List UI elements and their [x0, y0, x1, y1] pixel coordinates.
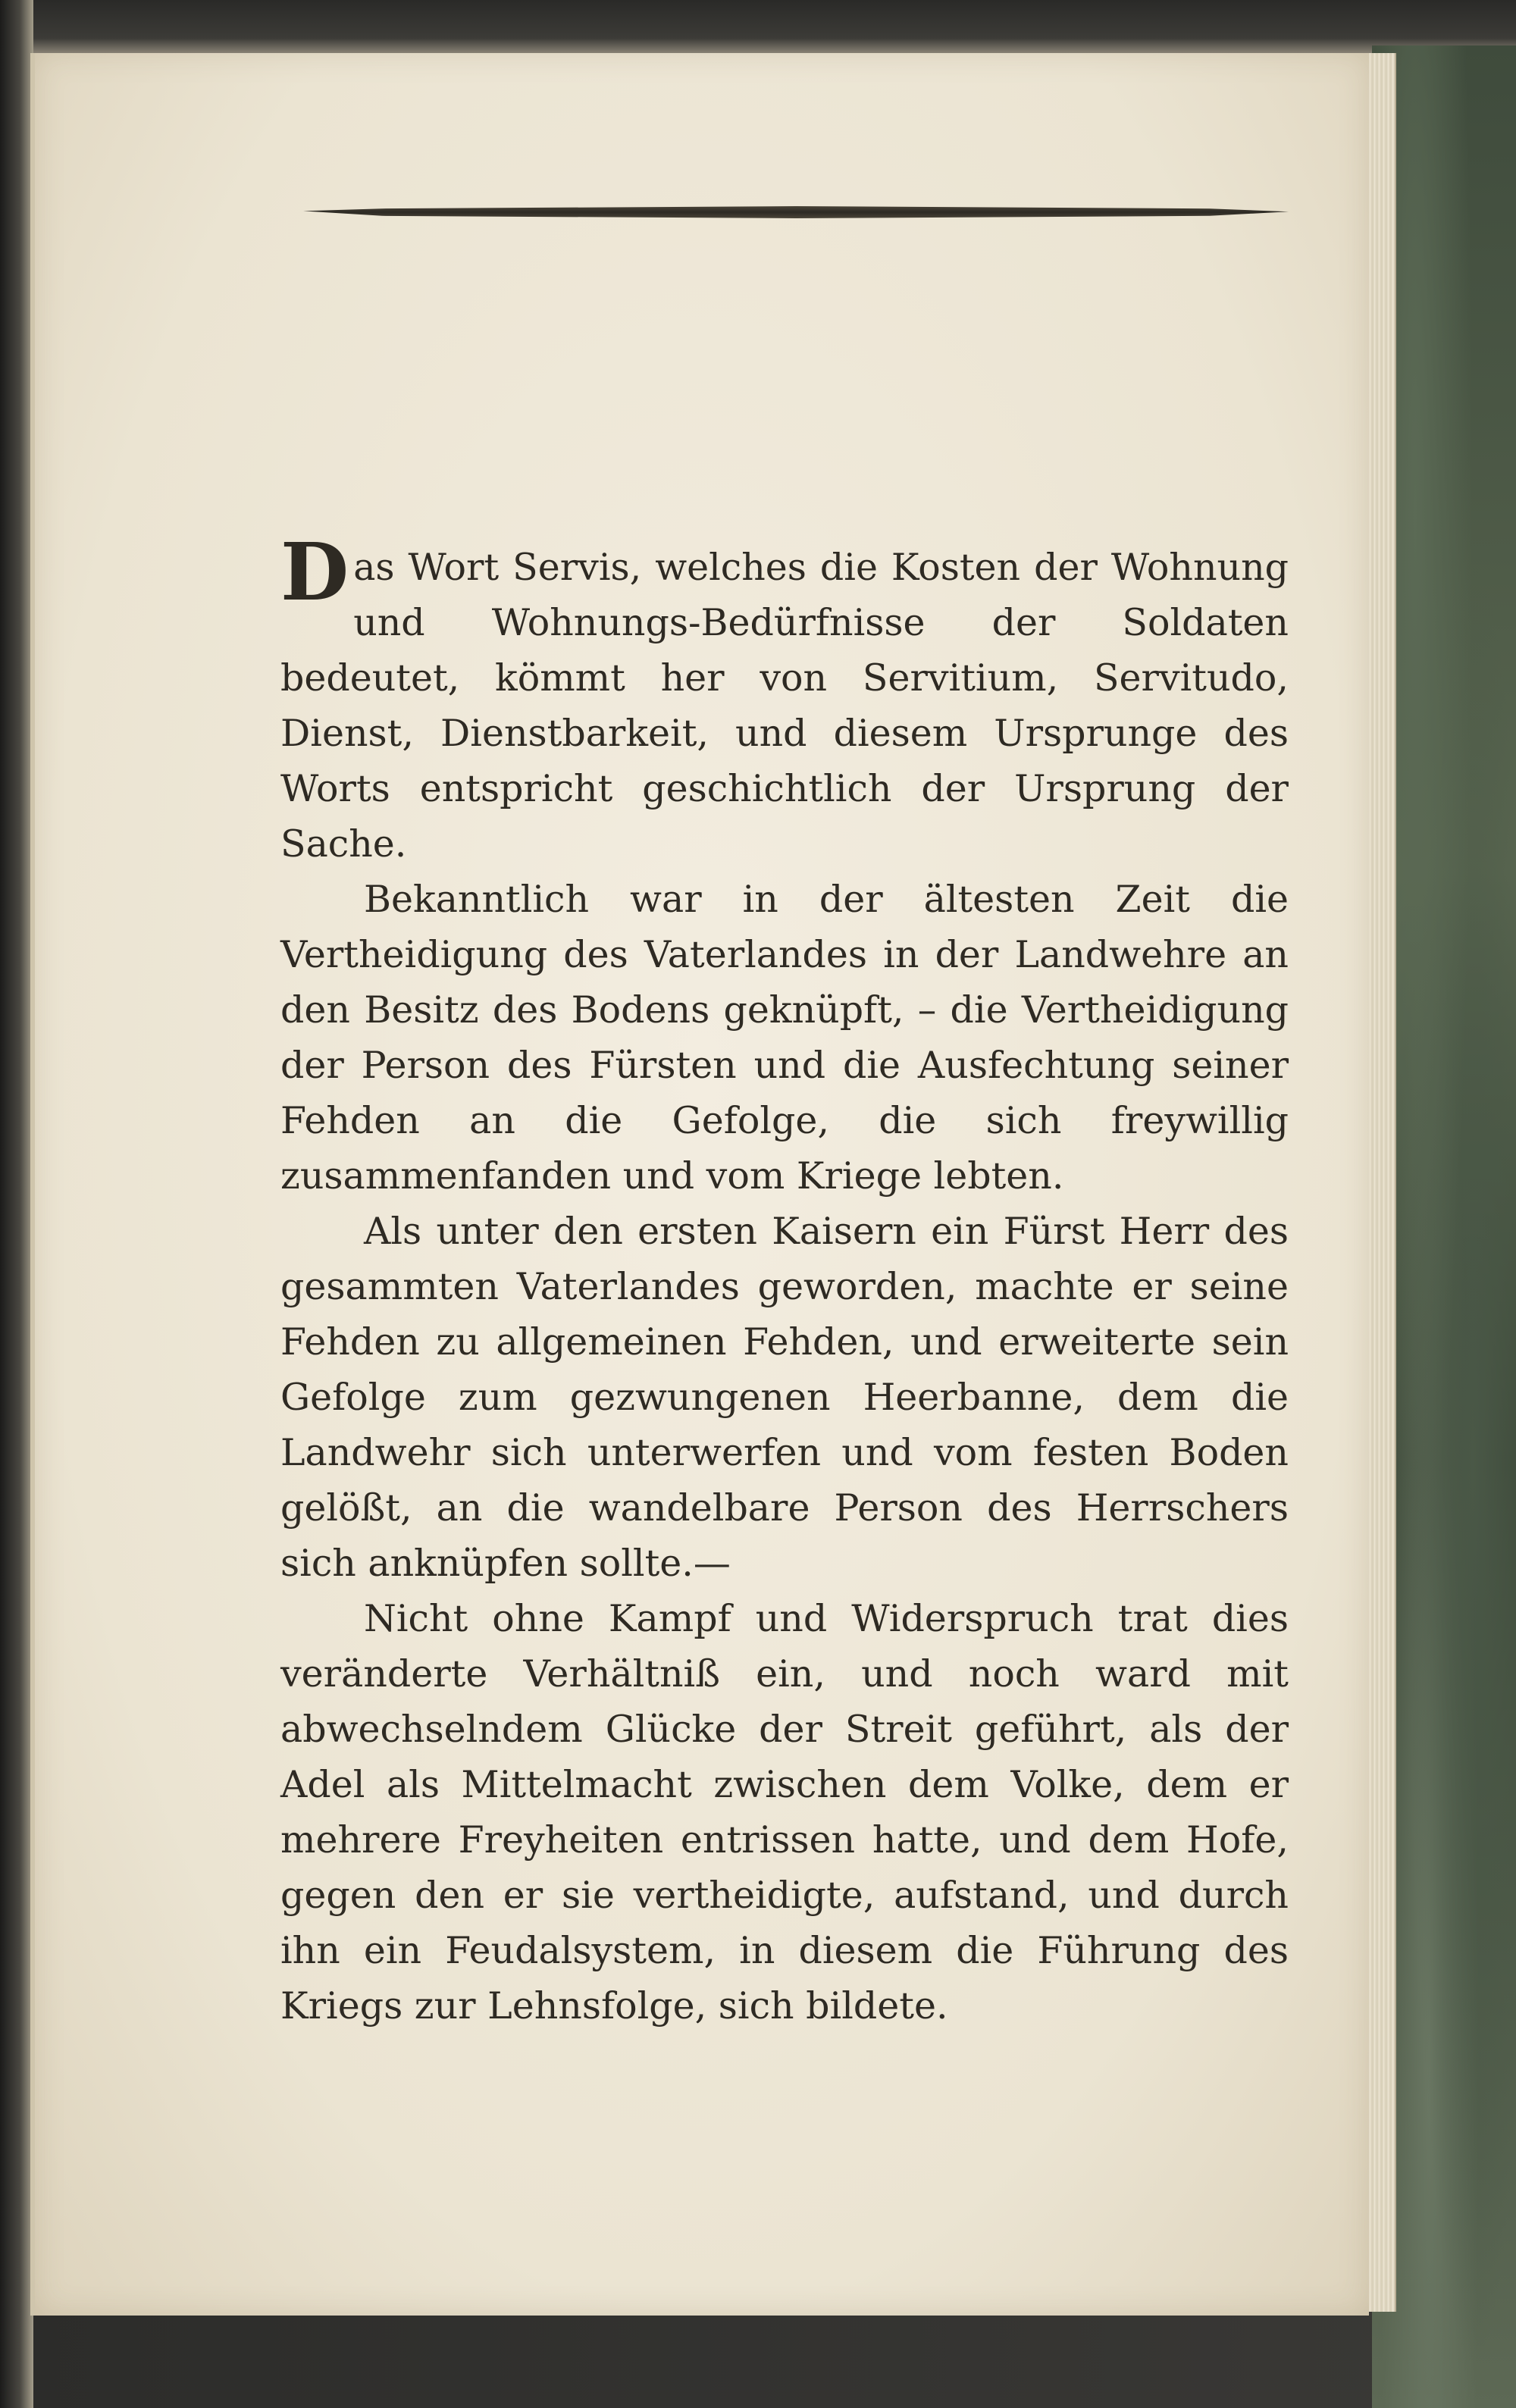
paragraph-1: [280, 525, 1289, 872]
paragraph-4: Nicht ohne Kampf und Widerspruch trat dies veränderte Verhältniß ein, und noch ward mit abwechselndem Glücke der Streit geführt, als der Adel als Mittelmacht zwischen dem Volke, dem er mehrere Freyheiten entrissen hatte, und dem Hofe, gegen den er sie vertheidigte, aufstand, und durch ihn ein Feudalsystem, in diesem die Führung des Kriegs zur Lehnsfolge, sich bildete.: [280, 1597, 1289, 2028]
paragraph-1-text: as Wort Servis, welches die Kosten der Wohnung und Wohnungs-Bedürfnisse der Soldaten bedeutet, kömmt her von Servitium, Servitudo, Dienst, Dienstbarkeit, und diesem Ursprunge des Worts entspricht geschichtlich der Ursprung der Sache.: [280, 546, 1289, 866]
drop-cap-letter: D: [280, 525, 349, 618]
paragraph-3: Als unter den ersten Kaisern ein Fürst Herr des gesammten Vaterlandes geworden, machte er seine Fehden zu allgemeinen Fehden, und erweiterte sein Gefolge zum gezwungenen Heerbanne, dem die Landwehr sich unterwerfen und vom festen Boden gelößt, an die wandelbare Person des Herrschers sich anknüpfen sollte.—: [280, 1210, 1289, 1585]
page-body-text: [280, 525, 1289, 2034]
paragraph-2: Bekanntlich war in der ältesten Zeit die Vertheidigung des Vaterlandes in der Landwehre an den Besitz des Bodens geknüpft, – die Vertheidigung der Person des Fürsten und die Ausfechtung seiner Fehden an die Gefolge, die sich freywillig zusammenfanden und vom Kriege lebten.: [280, 878, 1289, 1198]
binding-top-edge: [0, 0, 1516, 55]
binding-gutter: [0, 0, 33, 2408]
